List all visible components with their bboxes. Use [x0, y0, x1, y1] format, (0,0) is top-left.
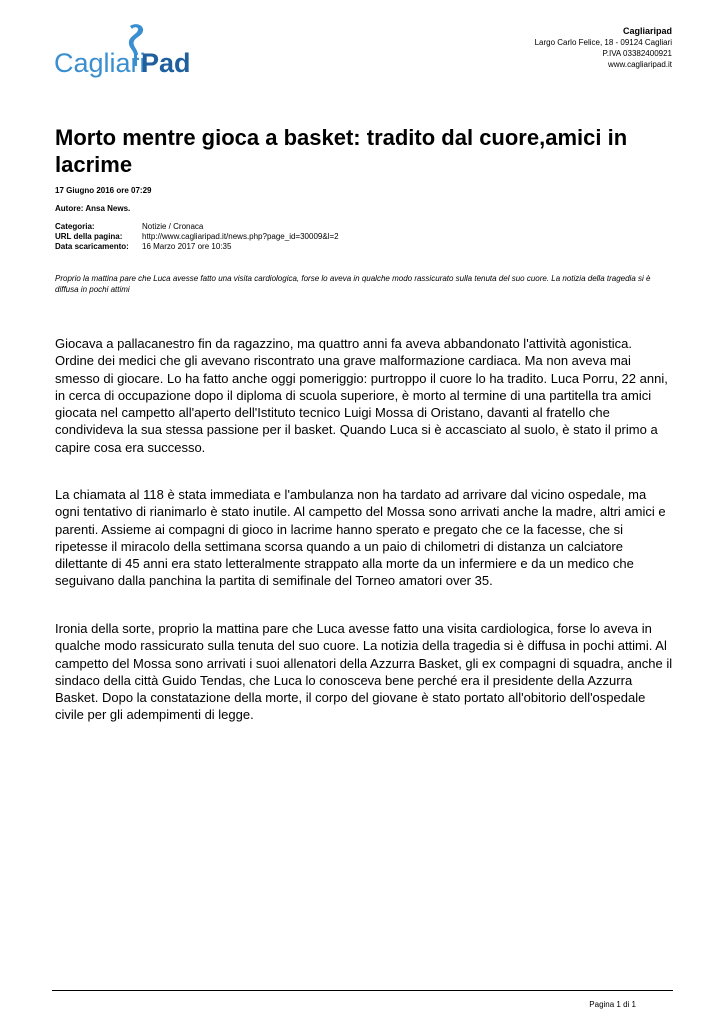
meta-key: URL della pagina: — [55, 232, 123, 241]
company-vat: P.IVA 03382400921 — [602, 49, 672, 58]
article-abstract: Proprio la mattina pare che Luca avesse fatto una visita cardiologica, forse lo aveva in qualche modo rassicurato sulla tenuta del suo cuore. La notizia della tragedia si è diffusa in pochi attimi — [55, 274, 651, 294]
article-paragraph: Giocava a pallacanestro fin da ragazzino, ma quattro anni fa aveva abbandonato l'attività agonistica. Ordine dei medici che gli avevano riscontrato una grave malformazione cardiaca. Ma non aveva mai smesso di giocare. Lo ha fatto anche oggi pomeriggio: purtroppo il cuore lo ha tradito. Luca Porru, 22 anni, in cerca di occupazione dopo il diploma di scuola superiore, è morto al termine di una partitella tra amici giocata nel campetto all'aperto dell'Istituto tecnico Luigi Mossa di Oristano, davanti al fratello che condivideva la sua stessa passione per il basket. Quando Luca si è accasciato al suolo, è stato il primo a capire cosa era successo. — [55, 336, 668, 455]
meta-row-category — [55, 222, 339, 232]
article-date: 17 Giugno 2016 ore 07:29 — [55, 186, 152, 195]
company-name: Cagliaripad — [622, 26, 672, 36]
article-paragraph: La chiamata al 118 è stata immediata e l'ambulanza non ha tardato ad arrivare dal vicino ospedale, ma ogni tentativo di rianimarlo è stato inutile. Al campetto del Mossa sono arrivati anche la madre, altri amici e parenti. Assieme ai compagni di gioco in lacrime hanno sperato e pregato che ce la facesse, che si ripetesse il miracolo della settimana scorsa quando a un paio di chilometri di distanza un calciatore dilettante di 45 anni era stato letteralmente strappato alla morte da un infermiere e da un medico che seguivano dalla panchina la partita di semifinale del Torneo amatori over 35. — [55, 487, 666, 589]
meta-key: Data scaricamento: — [55, 242, 129, 251]
article-metadata — [55, 222, 339, 252]
footer-divider — [52, 990, 673, 991]
meta-value-url[interactable]: http://www.cagliaripad.it/news.php?page_id=30009&l=2 — [142, 232, 339, 241]
article-title: Morto mentre gioca a basket: tradito dal cuore,amici in lacrime — [55, 125, 628, 177]
meta-value-category: Notizie / Cronaca — [142, 222, 204, 231]
company-info — [535, 26, 672, 70]
article-author: Autore: Ansa News. — [55, 204, 131, 213]
logo-text-pad: Pad — [141, 48, 191, 78]
meta-key: Categoria: — [55, 222, 95, 231]
meta-row-download-date — [55, 242, 339, 252]
meta-row-url — [55, 232, 339, 242]
company-address: Largo Carlo Felice, 18 - 09124 Cagliari — [534, 38, 672, 47]
cagliaripad-logo — [52, 22, 192, 84]
article-paragraph: Ironia della sorte, proprio la mattina pare che Luca avesse fatto una visita cardiologica, forse lo aveva in qualche modo rassicurato sulla tenuta del suo cuore. La notizia della tragedia si è diffusa in pochi attimi. Al campetto del Mossa sono arrivati i suoi allenatori della Azzurra Basket, gli ex compagni di squadra, anche il sindaco della città Guido Tendas, che Luca lo conosceva bene perché era il presidente della Azzurra Basket. Dopo la constatazione della morte, il corpo del giovane è stato portato all'obitorio dell'ospedale civile per gli adempimenti di legge. — [55, 621, 673, 723]
logo-text-cagliari: Cagliari — [54, 48, 146, 78]
company-website[interactable]: www.cagliaripad.it — [607, 60, 672, 69]
page-number: Pagina 1 di 1 — [589, 1000, 636, 1009]
meta-value-download-date: 16 Marzo 2017 ore 10:35 — [142, 242, 232, 251]
